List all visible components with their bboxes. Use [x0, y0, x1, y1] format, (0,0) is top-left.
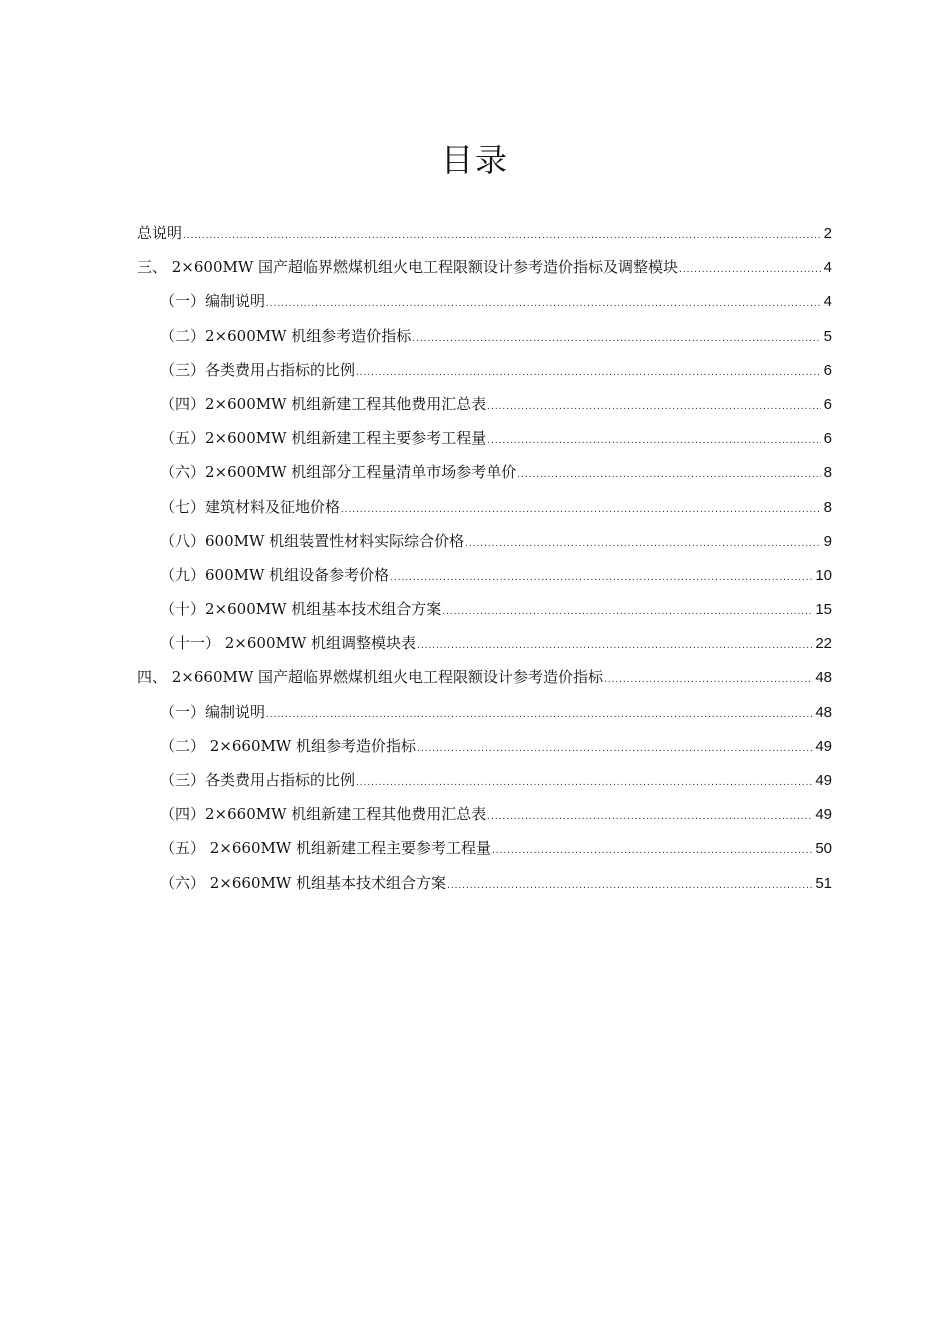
toc-page-number: 49: [815, 806, 832, 824]
toc-entry-text: （五） 2×660MW 机组新建工程主要参考工程量: [160, 839, 492, 858]
toc-dot-leader: [390, 561, 812, 595]
toc-page-number: 8: [823, 464, 832, 482]
toc-dot-leader: [183, 219, 821, 253]
toc-entry[interactable]: [137, 319, 832, 353]
toc-entry[interactable]: [137, 524, 832, 558]
toc-page-number: 49: [815, 772, 832, 789]
toc-entry-text: （一）编制说明: [160, 292, 266, 311]
toc-dot-leader: [442, 595, 812, 629]
toc-dot-leader: [492, 834, 812, 868]
toc-entry[interactable]: [137, 695, 832, 729]
toc-entry[interactable]: [137, 490, 832, 524]
toc-page-number: 48: [815, 703, 832, 721]
toc-entry[interactable]: [137, 626, 832, 660]
toc-entry-text: （一）编制说明: [160, 702, 266, 721]
toc-dot-leader: [487, 424, 820, 458]
toc-page-number: 48: [815, 669, 832, 687]
toc-entry[interactable]: [137, 797, 832, 831]
toc-page-number: 50: [815, 840, 832, 858]
toc-entry[interactable]: [137, 353, 832, 387]
toc-dot-leader: [412, 322, 820, 356]
toc-page-number: 4: [823, 259, 832, 277]
toc-page-number: 6: [823, 361, 832, 379]
toc-dot-leader: [487, 800, 812, 834]
toc-dot-leader: [266, 698, 812, 732]
toc-dot-leader: [341, 493, 821, 527]
toc-entry-text: （七）建筑材料及征地价格: [160, 497, 341, 516]
toc-entry[interactable]: [137, 216, 832, 250]
toc-dot-leader: [417, 732, 812, 766]
toc-entry[interactable]: [137, 284, 832, 318]
toc-entry-text: 四、 2×660MW 国产超临界燃煤机组火电工程限额设计参考造价指标: [137, 668, 604, 687]
toc-page-number: 6: [823, 430, 832, 448]
toc-page-number: 15: [815, 601, 832, 619]
toc-dot-leader: [604, 663, 812, 697]
toc-entry-text: 总说明: [137, 224, 183, 242]
toc-entry-text: （四）2×660MW 机组新建工程其他费用汇总表: [160, 805, 487, 824]
table-of-contents: [137, 216, 832, 900]
toc-dot-leader: [447, 869, 812, 903]
toc-dot-leader: [465, 527, 820, 561]
toc-dot-leader: [679, 253, 821, 287]
toc-entry-text: （四）2×600MW 机组新建工程其他费用汇总表: [160, 394, 487, 413]
toc-dot-leader: [356, 356, 821, 390]
toc-entry-text: 三、 2×600MW 国产超临界燃煤机组火电工程限额设计参考造价指标及调整模块: [137, 258, 679, 277]
toc-page-number: 22: [815, 635, 832, 653]
toc-page-number: 6: [823, 395, 832, 413]
toc-dot-leader: [266, 287, 821, 321]
toc-entry-text: （二） 2×660MW 机组参考造价指标: [160, 736, 417, 755]
toc-entry-text: （十）2×600MW 机组基本技术组合方案: [160, 600, 442, 619]
toc-entry[interactable]: [137, 387, 832, 421]
toc-entry[interactable]: [137, 421, 832, 455]
toc-dot-leader: [356, 766, 812, 800]
toc-dot-leader: [417, 629, 812, 663]
toc-entry[interactable]: [137, 866, 832, 900]
toc-entry-text: （六） 2×660MW 机组基本技术组合方案: [160, 873, 447, 892]
toc-entry-text: （八）600MW 机组装置性材料实际综合价格: [160, 531, 465, 550]
toc-entry[interactable]: [137, 729, 832, 763]
toc-page-number: 4: [823, 293, 832, 311]
toc-entry[interactable]: [137, 831, 832, 865]
toc-entry-text: （十一） 2×600MW 机组调整模块表: [160, 634, 417, 653]
toc-entry-text: （九）600MW 机组设备参考价格: [160, 565, 390, 584]
toc-dot-leader: [487, 390, 820, 424]
toc-page-number: 10: [815, 566, 832, 584]
toc-page-number: 8: [823, 498, 832, 516]
toc-page-number: 5: [823, 327, 832, 345]
toc-entry-text: （三）各类费用占指标的比例: [160, 360, 356, 379]
toc-entry[interactable]: [137, 592, 832, 626]
toc-entry-text: （五）2×600MW 机组新建工程主要参考工程量: [160, 429, 487, 448]
toc-entry[interactable]: [137, 455, 832, 489]
toc-page-number: 9: [823, 532, 832, 550]
toc-entry[interactable]: [137, 250, 832, 284]
toc-entry-text: （三）各类费用占指标的比例: [160, 771, 356, 789]
toc-page-number: 49: [815, 737, 832, 755]
page-title: 目录: [440, 141, 509, 179]
toc-entry[interactable]: [137, 660, 832, 694]
toc-entry-text: （六）2×600MW 机组部分工程量清单市场参考单价: [160, 463, 517, 482]
toc-page-number: 51: [815, 874, 832, 892]
toc-entry-text: （二）2×600MW 机组参考造价指标: [160, 326, 412, 345]
toc-entry[interactable]: [137, 558, 832, 592]
toc-page-number: 2: [823, 225, 832, 242]
toc-entry[interactable]: [137, 763, 832, 797]
toc-dot-leader: [517, 458, 820, 492]
